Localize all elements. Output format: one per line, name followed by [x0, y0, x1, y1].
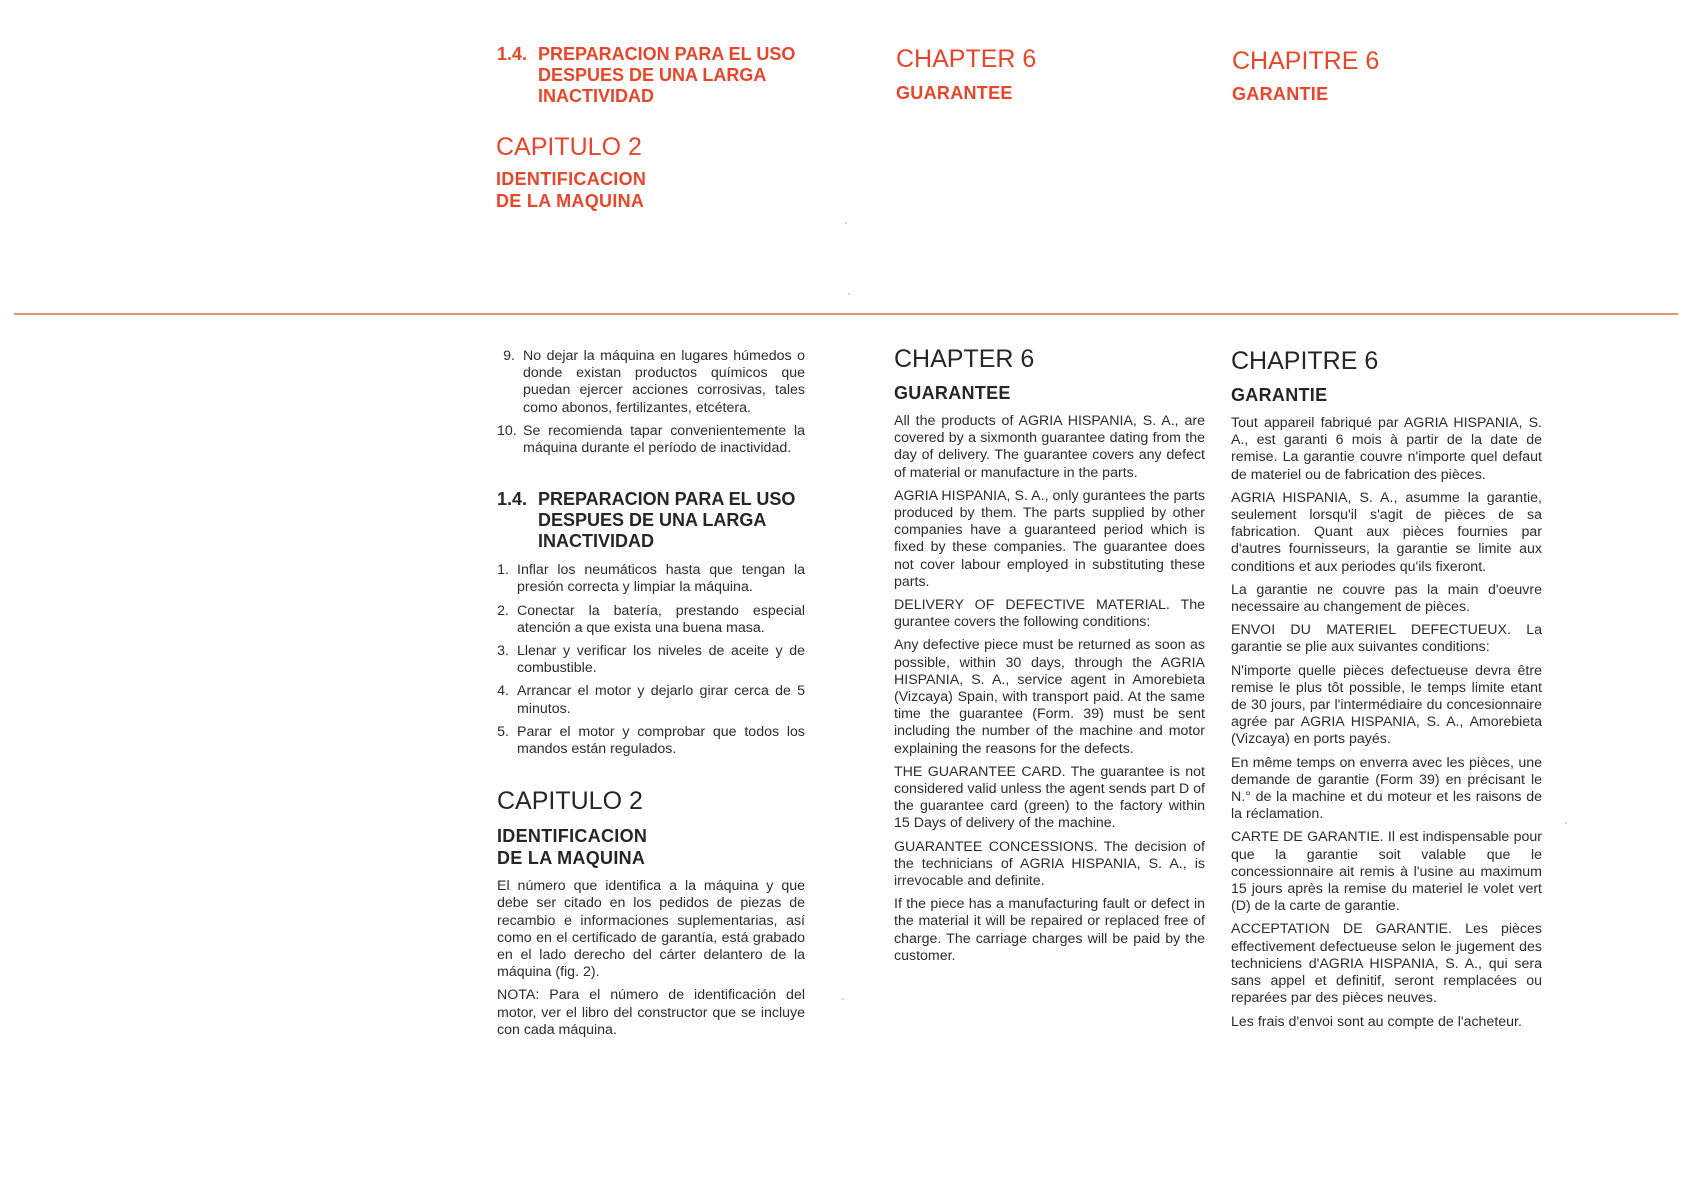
en-paragraph: THE GUARANTEE CARD. The guarantee is not considered valid unless the agent sends part D of the guarantee card (green) to the factory within 15 Days of delivery of the machine.	[894, 763, 1205, 832]
fr-paragraph: AGRIA HISPANIA, S. A., asumme la garantie, seulement lorsqu'il s'agit de pièces de sa fabrication. Quant aux pièces fournies par d'autres fournisseurs, la garantie se limite aux conditions et aux periodes qu'ils fixeront.	[1231, 489, 1542, 575]
en-chapter-title: CHAPTER 6	[894, 345, 1035, 373]
es-section-number: 1.4.	[497, 489, 528, 510]
storage-list	[497, 348, 805, 457]
fr-paragraph: N'importe quelle pièces defectueuse devra être remise le plus tôt possible, le temps limite etant de 30 jours, par l'intermédiaire du concesionnaire agrée par AGRIA HISPANIA, S. A., Amorebieta (Vizcaya) en ports payés.	[1231, 662, 1542, 748]
item-number: 1.	[497, 562, 509, 579]
title-line: DESPUES DE UNA LARGA	[538, 65, 767, 85]
en-paragraph: Any defective piece must be returned as soon as possible, within 30 days, through the AGRIA HISPANIA, S. A., service agent in Amorebieta (Vizcaya) Spain, with transport paid. At the same time the guarantee (Form. 39) must be sent including the number of the machine and motor explaining the reasons for the defects.	[894, 637, 1205, 757]
subtitle-line: IDENTIFICACION	[496, 169, 647, 189]
fr-paragraph: La garantie ne couvre pas la main d'oeuvre necessaire au changement de pièces.	[1231, 581, 1542, 616]
list-item	[497, 683, 805, 717]
list-item	[497, 603, 805, 637]
top-en-chapter-title: CHAPTER 6	[896, 45, 1037, 73]
title-line: PREPARACION PARA EL USO	[538, 44, 796, 64]
top-es-section-title	[538, 44, 795, 107]
title-line: DESPUES DE UNA LARGA	[538, 510, 767, 531]
item-text: Arrancar el motor y dejarlo girar cerca de 5 minutos.	[517, 683, 805, 717]
top-es-chapter-subtitle	[496, 168, 646, 212]
en-paragraph: All the products of AGRIA HISPANIA, S. A., are covered by a sixmonth guarantee dating from the day of delivery. The guarantee covers any defect of material or manufacture in the parts.	[894, 413, 1205, 481]
english-column	[894, 344, 1205, 971]
es-chapter-title: CAPITULO 2	[497, 787, 643, 816]
list-item	[497, 423, 805, 457]
list-item	[497, 348, 805, 417]
fr-paragraph: ENVOI DU MATERIEL DEFECTUEUX. La garantie se plie aux suivantes conditions:	[1231, 622, 1542, 656]
subtitle-line: IDENTIFICACION	[497, 826, 648, 847]
scan-speck	[1565, 822, 1567, 824]
top-en-subtitle: GUARANTEE	[896, 83, 1013, 103]
list-item	[497, 562, 805, 596]
es-section-title	[538, 489, 795, 552]
title-line: INACTIVIDAD	[538, 531, 654, 552]
en-paragraph: If the piece has a manufacturing fault or defect in the material it will be repaired or replaced free of charge. The carriage charges will be paid by the customer.	[894, 896, 1205, 964]
preparation-steps-list	[497, 562, 805, 758]
item-text: Se recomienda tapar convenientemente la máquina durante el período de inactividad.	[523, 422, 805, 457]
es-paragraph: NOTA: Para el número de identificación del motor, ver el libro del constructor que se incluye con cada máquina.	[497, 987, 805, 1038]
top-fr-chapter-title: CHAPITRE 6	[1232, 47, 1380, 75]
item-text: Llenar y verificar los niveles de aceite y de combustible.	[517, 643, 805, 677]
fr-paragraph: En même temps on enverra avec les pièces, une demande de garantie (Form 39) en précisant le N.° de la machine et du moteur et les raisons de la réclamation.	[1231, 754, 1542, 823]
french-column	[1231, 346, 1542, 1037]
top-es-chapter-title: CAPITULO 2	[496, 133, 642, 161]
list-item	[497, 643, 805, 677]
item-text: Inflar los neumáticos hasta que tengan la presión correcta y limpiar la máquina.	[517, 562, 805, 596]
top-es-section-number: 1.4.	[497, 44, 528, 64]
fr-paragraph: Tout appareil fabriqué par AGRIA HISPANIA, S. A., est garanti 6 mois à partir de la date de remise. La garantie couvre n'importe quel defaut de materiel ou de fabrication des pièces.	[1231, 415, 1542, 483]
title-line: INACTIVIDAD	[538, 86, 654, 106]
item-number: 4.	[497, 683, 509, 700]
scan-speck	[845, 222, 847, 224]
spanish-column	[497, 348, 805, 1045]
list-item	[497, 724, 805, 758]
fr-paragraph: CARTE DE GARANTIE. Il est indispensable pour que la garantie soit valable que le concessionnaire ait remis à l'usine au maximum 15 jours après la remise du materiel le volet vert (D) de la carte de garantie.	[1231, 829, 1542, 915]
scan-speck	[848, 293, 850, 295]
en-paragraph: AGRIA HISPANIA, S. A., only gurantees the parts produced by them. The parts supplied by other companies have a guaranteed period which is fixed by these companies. The guarantee does not cover labour employed in substituting these parts.	[894, 487, 1205, 590]
item-number: 10.	[497, 422, 517, 439]
scan-speck	[842, 998, 844, 1000]
item-number: 2.	[497, 602, 509, 619]
page-divider	[14, 313, 1678, 315]
item-number: 5.	[497, 723, 509, 740]
es-chapter-subtitle	[497, 825, 805, 869]
en-paragraph: DELIVERY OF DEFECTIVE MATERIAL. The gurantee covers the following conditions:	[894, 597, 1205, 631]
fr-chapter-title: CHAPITRE 6	[1231, 347, 1379, 375]
fr-paragraph: ACCEPTATION DE GARANTIE. Les pièces effectivement defectueuse selon le jugement des techniciens d'AGRIA HISPANIA, S. A., qui sera sans appel et definitif, seront remplacées ou reparées par des pièces neuves.	[1231, 921, 1542, 1007]
item-number: 9.	[503, 348, 515, 364]
item-text: Conectar la batería, prestando especial atención a que exista una buena masa.	[517, 602, 805, 636]
fr-subtitle: GARANTIE	[1231, 385, 1328, 405]
item-text: Parar el motor y comprobar que todos los mandos están regulados.	[517, 723, 805, 758]
title-line: PREPARACION PARA EL USO	[538, 489, 796, 510]
subtitle-line: DE LA MAQUINA	[497, 848, 646, 869]
en-subtitle: GUARANTEE	[894, 383, 1011, 403]
top-fr-subtitle: GARANTIE	[1232, 84, 1329, 104]
es-paragraph: El número que identifica a la máquina y que debe ser citado en los pedidos de piezas de recambio e informaciones suplementarias, así como en el certificado de garantía, está grabado en el lado derecho del cárter delantero de la máquina (fig. 2).	[497, 878, 805, 981]
item-number: 3.	[497, 643, 509, 660]
item-text: No dejar la máquina en lugares húmedos o donde existan productos químicos que puedan ejercer acciones corrosivas, tales como abonos, fertilizantes, etcétera.	[523, 348, 805, 416]
subtitle-line: DE LA MAQUINA	[496, 191, 645, 211]
es-section-heading	[497, 489, 805, 552]
fr-paragraph: Les frais d'envoi sont au compte de l'acheteur.	[1231, 1013, 1522, 1030]
en-paragraph: GUARANTEE CONCESSIONS. The decision of the technicians of AGRIA HISPANIA, S. A., is irrevocable and definite.	[894, 838, 1205, 890]
